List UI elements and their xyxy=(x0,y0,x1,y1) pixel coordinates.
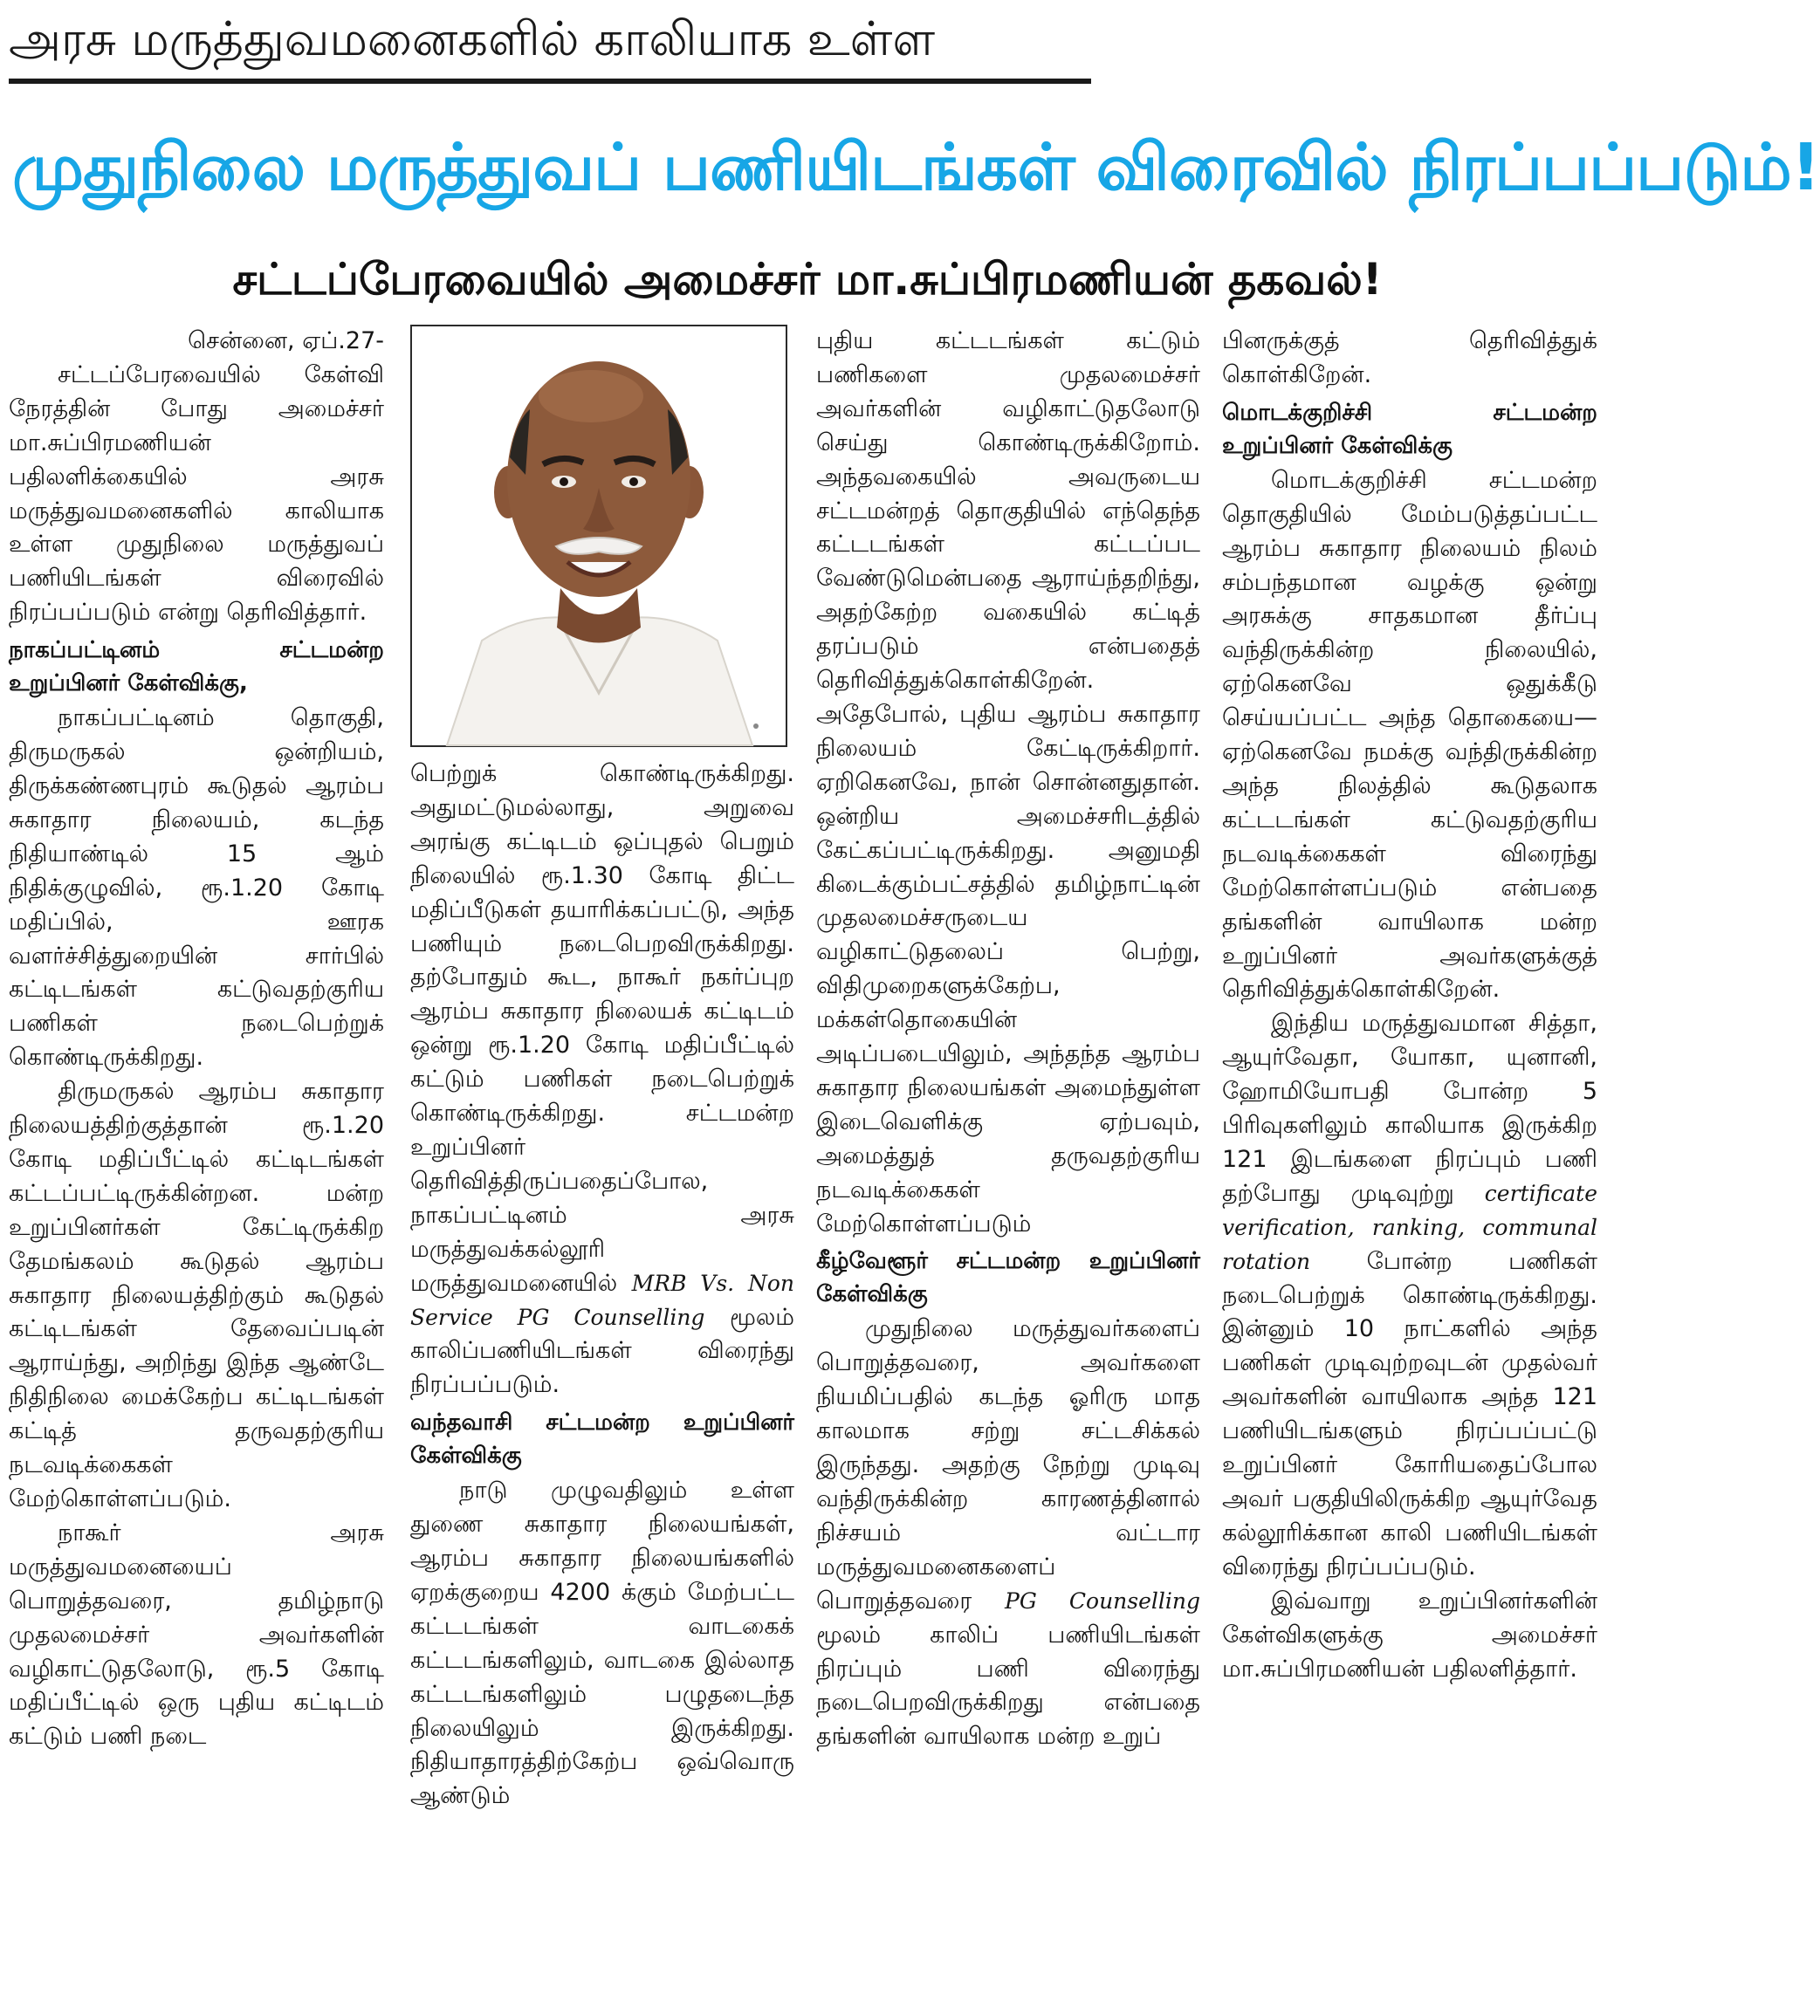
paragraph: இவ்வாறு உறுப்பினர்களின் கேள்விகளுக்கு அமைச்சர் மா.சுப்பிரமணியன் பதிலளித்தார். xyxy=(1222,1587,1597,1683)
paragraph xyxy=(1222,1007,1597,1584)
section-heading: கீழ்வேளூர் சட்டமன்ற உறுப்பினர் கேள்விக்கு xyxy=(816,1248,1200,1308)
paragraph xyxy=(410,758,794,1402)
paragraph-text: பெற்றுக் கொண்டிருக்கிறது. அதுமட்டுமல்லாது, அறுவை அரங்கு கட்டிடம் ஒப்புதல் பெறும் நிலையில் ரூ.1.30 கோடி திட்ட மதிப்பீடுகள் தயாரிக்கப்பட்டு, அந்த பணியும் நடைபெறவிருக்கிறது. தற்போதும் கூட, நாகூர் நகர்ப்புற ஆரம்ப சுகாதார நிலையக் கட்டிடம் ஒன்று ரூ.1.20 கோடி மதிப்பீட்டில் கட்டும் பணிகள் நடைபெற்றுக் கொண்டிருக்கிறது. சட்டமன்ற உறுப்பினர் தெரிவித்திருப்பதைப்போல, நாகப்பட்டினம் அரசு மருத்துவக்கல்லூரி மருத்துவமனையில் xyxy=(410,760,794,1297)
section-heading: மொடக்குறிச்சி சட்டமன்ற உறுப்பினர் கேள்விக்கு xyxy=(1222,399,1597,459)
paragraph-text: மூலம் காலிப்பணியிடங்கள் விரைந்து நிரப்பப்படும். xyxy=(410,1303,794,1399)
paragraph: நாடு முழுவதிலும் உள்ள துணை சுகாதார நிலையங்கள், ஆரம்ப சுகாதார நிலையங்களில் ஏறக்குறைய 4200 க்கும் மேற்பட்ட கட்டடங்கள் வாடகைக் கட்டடங்களிலும், வாடகை இல்லாத கட்டடங்களிலும் பழுதடைந்த நிலையிலும் இருக்கிறது. நிதியாதாரத்திற்கேற்ப ஒவ்வொரு ஆண்டும் xyxy=(410,1477,794,1810)
article-column-3 xyxy=(816,325,1200,2007)
article-column-4 xyxy=(1222,325,1597,2007)
paragraph: நாகப்பட்டினம் தொகுதி, திருமருகல் ஒன்றியம், திருக்கண்ணபுரம் கூடுதல் ஆரம்ப சுகாதார நிலையம், கடந்த நிதியாண்டில் 15 ஆம் நிதிக்குழுவில், ரூ.1.20 கோடி மதிப்பில், ஊரக வளர்ச்சித்துறையின் சார்பில் கட்டிடங்கள் கட்டுவதற்குரிய பணிகள் நடைபெற்றுக் கொண்டிருக்கிறது. xyxy=(9,704,384,1072)
paragraph-text: இந்திய மருத்துவமான சித்தா, ஆயுர்வேதா, யோகா, யுனானி, ஹோமியோபதி போன்ற 5 பிரிவுகளிலும் காலியாக இருக்கிற 121 இடங்களை நிரப்பும் பணி தற்போது முடிவுற்று xyxy=(1222,1010,1597,1207)
portrait-image xyxy=(412,326,786,745)
paragraph: நாகூர் அரசு மருத்துவமனையைப் பொறுத்தவரை, தமிழ்நாடு முதலமைச்சர் அவர்களின் வழிகாட்டுதலோடு, ரூ.5 கோடி மதிப்பீட்டில் ஒரு புதிய கட்டிடம் கட்டும் பணி நடை xyxy=(9,1519,384,1751)
latin-text: PG Counselling xyxy=(1005,1587,1200,1614)
latin-text: certificate verification, ranking, communal rotation xyxy=(1222,1180,1597,1274)
kicker-headline: அரசு மருத்துவமனைகளில் காலியாக உள்ள xyxy=(9,5,1091,84)
minister-photo xyxy=(410,325,787,747)
paragraph xyxy=(816,1313,1200,1754)
article-column-2 xyxy=(410,758,794,2007)
sub-headline: சட்டப்பேரவையில் அமைச்சர் மா.சுப்பிரமணியன் தகவல்! xyxy=(232,254,1383,305)
main-headline: முதுநிலை மருத்துவப் பணியிடங்கள் விரைவில் நிரப்பப்படும்! xyxy=(12,130,1820,205)
paragraph: பினருக்குத் தெரிவித்துக் கொள்கிறேன். xyxy=(1222,327,1597,388)
section-heading: வந்தவாசி சட்டமன்ற உறுப்பினர் கேள்விக்கு xyxy=(410,1409,794,1470)
paragraph: திருமருகல் ஆரம்ப சுகாதார நிலையத்திற்குத்தான் ரூ.1.20 கோடி மதிப்பீட்டில் கட்டிடங்கள் கட்டப்பட்டிருக்கின்றன. மன்ற உறுப்பினர்கள் கேட்டிருக்கிற தேமங்கலம் கூடுதல் ஆரம்ப சுகாதார நிலையத்திற்கும் கூடுதல் கட்டிடங்கள் தேவைப்படின் ஆராய்ந்து, அறிந்து இந்த ஆண்டே நிதிநிலை மைக்கேற்ப கட்டிடங்கள் கட்டித் தருவதற்குரிய நடவடிக்கைகள் மேற்கொள்ளப்படும். xyxy=(9,1078,384,1512)
dateline: சென்னை, ஏப்.27- xyxy=(188,327,384,354)
paragraph-text: முதுநிலை மருத்துவர்களைப் பொறுத்தவரை, அவர்களை நியமிப்பதில் கடந்த ஓரிரு மாத காலமாக சற்று சட்டசிக்கல் இருந்தது. அதற்கு நேற்று முடிவு வந்திருக்கின்ற காரணத்தினால் நிச்சயம் வட்டார மருத்துவமனைகளைப் பொறுத்தவரை xyxy=(816,1315,1200,1615)
article-column-1 xyxy=(9,325,384,2007)
latin-text: MRB Vs. Non Service PG Counselling xyxy=(410,1270,794,1330)
section-heading: நாகப்பட்டினம் சட்டமன்ற உறுப்பினர் கேள்விக்கு, xyxy=(9,637,384,697)
paragraph: புதிய கட்டடங்கள் கட்டும் பணிகளை முதலமைச்சர் அவர்களின் வழிகாட்டுதலோடு செய்து கொண்டிருக்கிறோம். அந்தவகையில் அவருடைய சட்டமன்றத் தொகுதியில் எந்தெந்த கட்டடங்கள் கட்டப்பட வேண்டுமென்பதை ஆராய்ந்தறிந்து, அதற்கேற்ற வகையில் கட்டித் தரப்படும் என்பதைத் தெரிவித்துக்கொள்கிறேன். அதேபோல், புதிய ஆரம்ப சுகாதார நிலையம் கேட்டிருக்கிறார். ஏறிகெனவே, நான் சொன்னதுதான். ஒன்றிய அமைச்சரிடத்தில் கேட்கப்பட்டிருக்கிறது. அனுமதி கிடைக்கும்பட்சத்தில் தமிழ்நாட்டின் முதலமைச்சருடைய வழிகாட்டுதலைப் பெற்று, விதிமுறைகளுக்கேற்ப, மக்கள்தொகையின் அடிப்படையிலும், அந்தந்த ஆரம்ப சுகாதார நிலையங்கள் அமைந்துள்ள இடைவெளிக்கு ஏற்பவும், அமைத்துத் தருவதற்குரிய நடவடிக்கைகள் மேற்கொள்ளப்படும் xyxy=(816,327,1200,1238)
paragraph-text: போன்ற பணிகள் நடைபெற்றுக் கொண்டிருக்கிறது. இன்னும் 10 நாட்களில் அந்த பணிகள் முடிவுற்றவுடன் முதல்வர் அவர்களின் வாயிலாக அந்த 121 பணியிடங்களும் நிரப்பப்பட்டு உறுப்பினர் கோரியதைப்போல அவர் பகுதியிலிருக்கிற ஆயுர்வேத கல்லூரிக்கான காலி பணியிடங்கள் விரைந்து நிரப்பப்படும். xyxy=(1222,1247,1597,1581)
paragraph-text: மூலம் காலிப் பணியிடங்கள் நிரப்பும் பணி விரைந்து நடைபெறவிருக்கிறது என்பதை தங்களின் வாயிலாக மன்ற உறுப் xyxy=(816,1621,1200,1751)
paragraph: மொடக்குறிச்சி சட்டமன்ற தொகுதியில் மேம்படுத்தப்பட்ட ஆரம்ப சுகாதார நிலையம் நிலம் சம்பந்தமான வழக்கு ஒன்று அரசுக்கு சாதகமான தீர்ப்பு வந்திருக்கின்ற நிலையில், ஏற்கெனவே ஒதுக்கீடு செய்யப்பட்ட அந்த தொகையை—ஏற்கெனவே நமக்கு வந்திருக்கின்ற அந்த நிலத்தில் கூடுதலாக கட்டடங்கள் கட்டுவதற்குரிய நடவடிக்கைகள் விரைந்து மேற்கொள்ளப்படும் என்பதை தங்களின் வாயிலாக மன்ற உறுப்பினர் அவர்களுக்குத் தெரிவித்துக்கொள்கிறேன். xyxy=(1222,466,1597,1004)
paragraph: சட்டப்பேரவையில் கேள்வி நேரத்தின் போது அமைச்சர் மா.சுப்பிரமணியன் பதிலளிக்கையில் அரசு மருத்துவமனைகளில் காலியாக உள்ள முதுநிலை மருத்துவப் பணியிடங்கள் விரைவில் நிரப்பப்படும் என்று தெரிவித்தார். xyxy=(9,360,384,627)
